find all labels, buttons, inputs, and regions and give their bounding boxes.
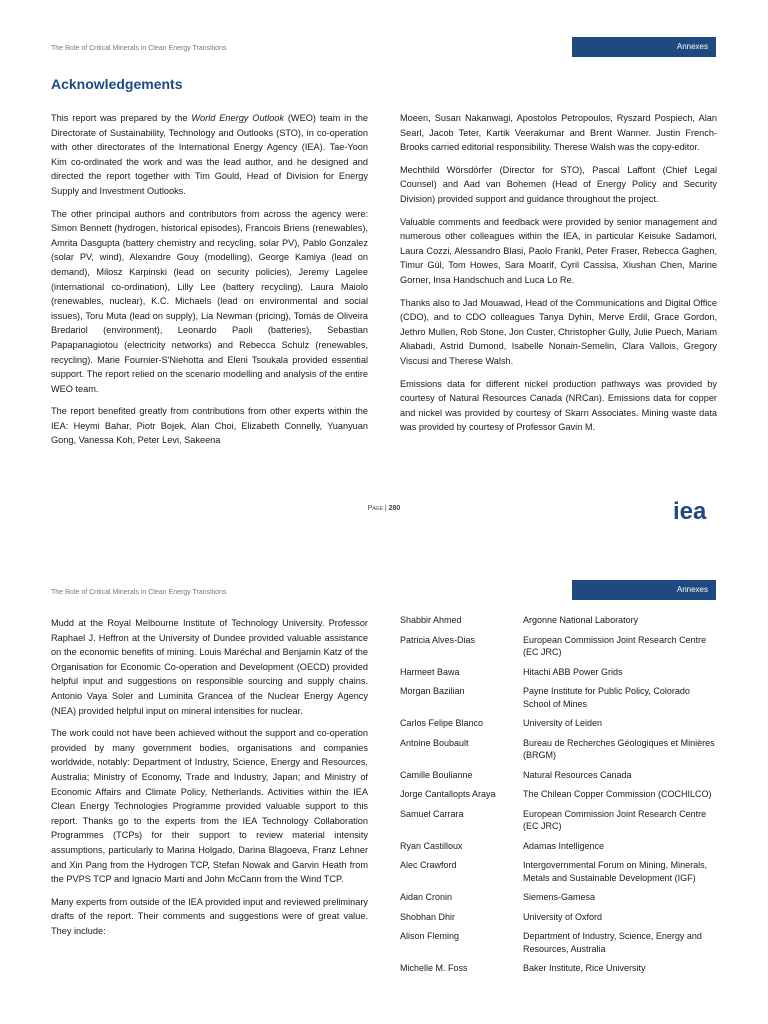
contributor-row xyxy=(400,717,720,730)
running-header-title: The Role of Critical Minerals in Clean Energy Transitions xyxy=(51,45,227,52)
contributor-row xyxy=(400,666,720,679)
contributor-org: University of Oxford xyxy=(523,911,603,922)
annexes-tab[interactable]: Annexes xyxy=(572,37,716,57)
contributor-name: Samuel Carrara xyxy=(400,808,464,819)
left-column xyxy=(51,616,368,946)
contributor-name: Antoine Boubault xyxy=(400,737,469,748)
contributor-org: Bureau de Recherches Géologiques et Minières (BRGM) xyxy=(523,737,715,760)
page-number: Page | 280 xyxy=(367,505,401,512)
contributor-org: Siemens-Gamesa xyxy=(523,892,596,902)
paragraph-authors: The other principal authors and contributors from across the agency were: Simon Bennett (hydrogen, historical episodes), Francois Briens (renewables), Amrita Dasgupta (battery chemistry and recycling, solar PV), Pablo Gonzalez (solar PV, wind), Alexandre Gouy (modelling), George Kamiya (lead on demand), Milosz Karpinski (lead on security policies), Jeremy Lagelee (international co-ordination), Lilly Lee (battery recycling), Laura Maiolo (renewables, nuclear), K.C. Michaels (lead on environmental and social issues), Toru Muta (lead on supply), Lia Newman (pricing), Tomás de Oliveira Bredariol (environment), Leonardo Paoli (batteries), Sebastian Papapanagiotou (electricity networks) and Rebecca Schulz (renewables, recycling). Marie Fournier-S'Niehotta and Eleni Tsoukala provided essential support. The report relied on the scenario modelling and analysis of the entire WEO team. xyxy=(51,208,368,394)
contributor-org: Department of Industry, Science, Energy and Resources, Australia xyxy=(523,931,702,954)
contributor-name: Morgan Bazilian xyxy=(400,686,465,696)
paragraph-emissions-data: Emissions data for different nickel production pathways was provided by courtesy of Natural Resources Canada (NRCan). Emissions data for copper and nickel was provided by courtesy of Skarn Associates. Mining waste data was provided by courtesy of Professor Gavin M. xyxy=(400,378,717,433)
contributors-list xyxy=(400,614,720,982)
contributor-org: Adamas Intelligence xyxy=(523,840,605,851)
paragraph-support-bodies: The work could not have been achieved without the support and co-operation provided by many government bodies, organisations and companies worldwide, notably: Department of Industry, Science, Energy and Resources, Australia; Ministry of Economy, Trade and Industry, Japan; and Ministry of Economic Affairs and Climate Policy, Netherlands. Activities within the IEA Clean Energy Technologies Programme provided valuable support to this report. Thanks go to the experts from the IEA Technology Collaboration Programmes (TCPs) for their support to review material intensity assumptions, particularly to Marina Holgado, Darina Blagoeva, Franz Lehner and Xin Pang from the Hydrogen TCP, Stefan Nowak and Garvin Heath from the PVPS TCP and Ignacio Marti and John McCann from the Wind TCP. xyxy=(51,728,368,885)
contributor-org: Baker Institute, Rice University xyxy=(523,963,646,973)
contributor-row xyxy=(400,634,720,659)
paragraph-mudd: Mudd at the Royal Melbourne Institute of Technology University. Professor Raphael J. Heffron at the University of Dundee provided valuable assistance on the economic benefits of mining. Louis Maréchal and Benjamin Katz of the Organisation for Economic Co-operation and Development (OECD) provided helpful input and suggestions on responsible sourcing and supply chains. Antonio Vaya Soler and Luminita Grancea of the Nuclear Energy Agency (NEA) provided helpful input on mineral intensities for nuclear. xyxy=(51,618,368,716)
contributor-row xyxy=(400,911,720,924)
paragraph-cdo: Thanks also to Jad Mouawad, Head of the Communications and Digital Office (CDO), and to CDO colleagues Tanya Dyhin, Merve Erdil, Grace Gordon, Jethro Mullen, Rob Stone, Jon Custer, Christopher Gully, Julie Puech, Mariam Aliabadi, Astrid Dumond, Isabelle Nonain-Semelin, Clara Vallois, Gregory Viscusi and Therese Walsh. xyxy=(400,297,717,366)
paragraph-editorial: Moeen, Susan Nakanwagi, Apostolos Petropoulos, Ryszard Pospiech, Alan Searl, Jacob Teter, Kartik Veerakumar and Brent Wanner. Justin French-Brooks carried editorial responsibility. Therese Walsh was the copy-editor. xyxy=(400,113,717,153)
contributor-name: Patricia Alves-Dias xyxy=(400,634,476,645)
contributor-name: Michelle M. Foss xyxy=(400,963,468,973)
contributor-org: Argonne National Laboratory xyxy=(523,615,639,625)
right-column xyxy=(400,111,717,443)
contributor-name: Harmeet Bawa xyxy=(400,666,460,677)
contributor-name: Alec Crawford xyxy=(400,860,457,870)
contributor-row xyxy=(400,891,720,904)
page-title: Acknowledgements xyxy=(51,76,183,92)
contributor-org: University of Leiden xyxy=(523,718,603,728)
contributor-name: Carlos Felipe Blanco xyxy=(400,718,484,728)
contributor-row xyxy=(400,808,720,833)
contributor-org: Payne Institute for Public Policy, Colorado School of Mines xyxy=(523,686,690,709)
iea-logo-icon xyxy=(673,500,718,522)
contributor-row xyxy=(400,685,720,710)
contributor-org: The Chilean Copper Commission (COCHILCO) xyxy=(523,789,712,799)
contributor-row xyxy=(400,962,720,975)
contributor-row xyxy=(400,859,720,884)
contributor-org: European Commission Joint Research Centre (EC JRC) xyxy=(523,634,707,657)
contributor-row xyxy=(400,737,720,762)
paragraph-weo-team: This report was prepared by the World Energy Outlook (WEO) team in the Directorate of Sustainability, Technology and Outlooks (STO), in co-operation with other directorates of the International Energy Agency (IEA). Tae-Yoon Kim co-ordinated the work and was the lead author, and he designed and directed the report together with Tim Gould, Head of Division for Energy Supply and Investment Outlooks. xyxy=(51,113,369,196)
annexes-tab[interactable]: Annexes xyxy=(572,580,716,600)
contributor-name: Alison Fleming xyxy=(400,931,460,941)
left-column xyxy=(51,111,368,456)
contributor-name: Shabbir Ahmed xyxy=(400,615,462,625)
paragraph-comments: Valuable comments and feedback were provided by senior management and numerous other colleagues within the IEA, in particular Keisuke Sadamori, Laura Cozzi, Alessandro Blasi, Paolo Frankl, Peter Fraser, Rebecca Gaghen, Timur Gül, Tom Howes, Sara Moarif, Cyril Cassisa, Xiushan Chen, Marine Gorner, Insa Handschuch and Luca Lo Re. xyxy=(400,216,717,285)
contributor-name: Shobhan Dhir xyxy=(400,911,456,922)
weo-italic: World Energy Outlook xyxy=(191,113,284,123)
contributor-name: Ryan Castilloux xyxy=(400,840,463,851)
contributor-name: Jorge Cantallopts Araya xyxy=(400,789,496,799)
contributor-org: Natural Resources Canada xyxy=(523,769,632,780)
page-label: Page xyxy=(367,505,383,512)
contributor-row xyxy=(400,614,720,627)
paragraph-support: Mechthild Wörsdörfer (Director for STO), Pascal Laffont (Chief Legal Counsel) and Aad van Bohemen (Head of Energy Policy and Security Division) provided support and guidance throughout the project. xyxy=(400,164,717,204)
page-281 xyxy=(0,570,768,1024)
page-num: 280 xyxy=(388,505,401,512)
contributor-row xyxy=(400,788,720,801)
svg-text:iea: iea xyxy=(673,500,707,522)
running-header-title: The Role of Critical Minerals in Clean Energy Transitions xyxy=(51,589,227,596)
paragraph-external-experts: Many experts from outside of the IEA provided input and reviewed preliminary drafts of the report. Their comments and suggestions were of great value. They include: xyxy=(51,896,368,936)
contributor-org: Intergovernmental Forum on Mining, Minerals, Metals and Sustainable Development (IGF) xyxy=(523,860,708,883)
contributor-org: European Commission Joint Research Centre (EC JRC) xyxy=(523,808,707,831)
paragraph-iea-experts: The report benefited greatly from contributions from other experts within the IEA: Heymi Bahar, Piotr Bojek, Alan Choi, Elizabeth Connelly, Yuanyuan Gong, Vanessa Koh, Peter Levi, Sakeena xyxy=(51,406,368,446)
contributor-name: Camille Boulianne xyxy=(400,769,473,780)
contributor-row xyxy=(400,930,720,955)
contributor-name: Aidan Cronin xyxy=(400,892,453,902)
contributor-row xyxy=(400,769,720,782)
contributor-org: Hitachi ABB Power Grids xyxy=(523,666,623,677)
contributor-row xyxy=(400,840,720,853)
